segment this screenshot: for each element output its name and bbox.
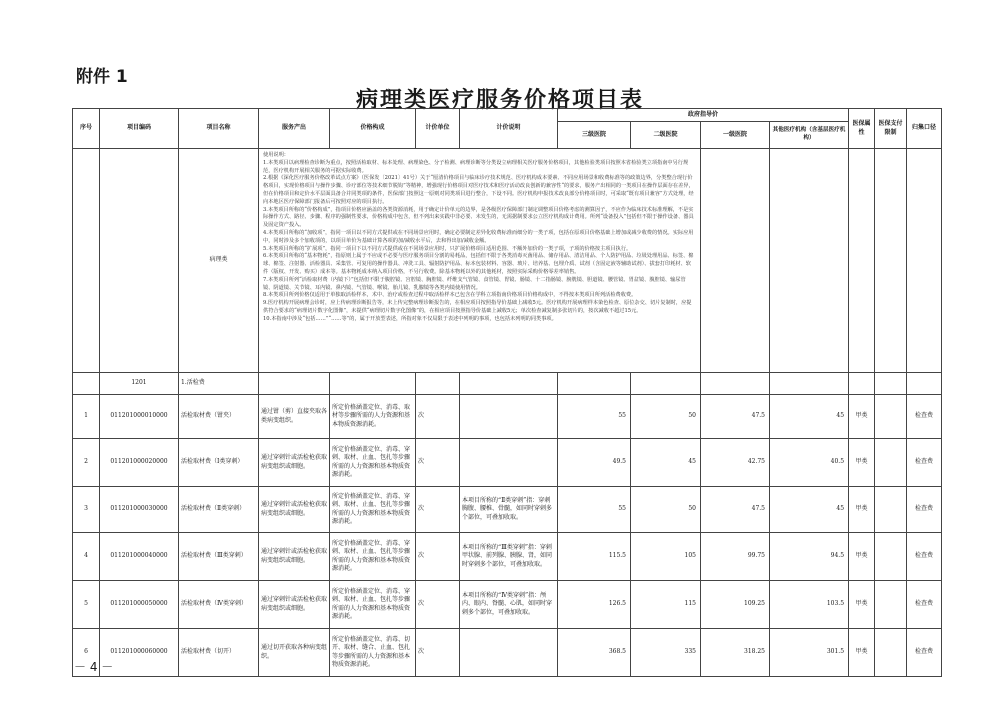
row-tier1-price: 47.5 — [701, 487, 770, 533]
row-other-price: 301.5 — [770, 629, 849, 677]
row-seq: 2 — [73, 439, 100, 487]
table-row — [73, 487, 942, 533]
row-code: 011201000050000 — [100, 581, 179, 629]
row-insurance-attr: 甲类 — [849, 533, 875, 581]
col-name: 项目名称 — [179, 109, 259, 149]
row-seq: 3 — [73, 487, 100, 533]
row-code: 011201000060000 — [100, 629, 179, 677]
row-composition: 所定价格涵盖定位、消毒、穿刺、取材、止血、包扎等步骤所需的人力资源和基本物质资源消耗。 — [330, 533, 416, 581]
table-row — [73, 581, 942, 629]
row-explanation: 本项目所称的“Ⅲ类穿刺”指：穿刺甲状腺、前列腺、胰腺、肾，如同时穿刺多个部位，可叠加收取。 — [460, 533, 558, 581]
row-other-price: 40.5 — [770, 439, 849, 487]
page-number: － 4 － — [74, 660, 114, 674]
notes-line: 3.本类项目所称的“价格构成”，指项目价格应涵盖的各类资源消耗，用于确定计价单元的边界，是各级医疗保障部门制定调整项目价格考虑的测算因子，不应作为临床技术标准理解，不是实际操作方式、路径、步骤、程序的强制性要求，价格构成中包含，但不列出来实践中非必要、未发生的，无需据制要求公立医疗机构成计费用。所列“设备投入”包括但不限于操作设备、器具及固定资产投入。 — [263, 206, 694, 229]
row-unit: 次 — [416, 629, 460, 677]
row-other-price: 103.5 — [770, 581, 849, 629]
row-name: 活检取材费（Ⅳ类穿刺） — [179, 581, 259, 629]
section-name: 1.活检费 — [179, 373, 259, 395]
table-row — [73, 629, 942, 677]
notes-line: 4.本类项目所称的“加收项”，指同一项目以不同方式提供或在不同场景应用时，确定必要制定差异化收费标准而细分的一类子项，包括在原项目价格基础上增加或减少收费的情况。实际应用中，同时涉及多个加收项的，以项目单价为基础计算各项的加/减收水平后，去和得出加/减收金额。 — [263, 229, 694, 244]
row-unit: 次 — [416, 533, 460, 581]
notes-line: 2.根据《深化医疗服务价格改革试点方案》（医保发〔2021〕41号）关于“厘清价格项目与临床诊疗技术规范、医疗机构成本要素、不同应用场景和收费标准等的政策边界，分类整合现行价格项目，实现价格项目与操作步骤、诊疗部位等技术细节脱钩”等精神，增强现行价格项目对医疗技术和医疗活动改良创新的兼容性“的要求，服务产出相同的一类项目在操作层面存在差异，但在价格项目和定价水平层面具备合并同类项的条件，医保部门按照这一原则对同类项目进行整合，下设不同。医疗机构申报技术改良部分价格项目时，可采取“既有项目兼容”方式处理，经向本地区医疗保障部门报备后可按照对应的项目执行。 — [263, 175, 694, 205]
row-category: 检查费 — [907, 439, 942, 487]
col-seq: 序号 — [73, 109, 100, 149]
col-unit: 计价单位 — [416, 109, 460, 149]
row-tier2-price: 50 — [631, 395, 701, 439]
row-tier2-price: 105 — [631, 533, 701, 581]
row-code: 011201000040000 — [100, 533, 179, 581]
row-name: 活检取材费（切开） — [179, 629, 259, 677]
col-insurance-attr: 医保属性 — [849, 109, 875, 149]
notes-line: 9.医疗机构开展病理会诊时，应上传病理诊断报告等，未上传完整病理诊断报告的，在相应项目按照指导价基础上减收5元。医疗机构开展病理样本染色检查、原位杂交、切片复制时，应提供符合要求的“病理切片数字化图像”，未提供“病理切片数字化图像”的，在相应项目按照指导价基础上减收5元；单次检查减复制多张切片的，按次减收不超过15元。 — [263, 300, 692, 314]
row-unit: 次 — [416, 395, 460, 439]
row-insurance-limit — [875, 581, 907, 629]
row-other-price: 45 — [770, 395, 849, 439]
row-tier3-price: 55 — [558, 487, 631, 533]
notes-line: 6.本类项目所称的“基本物耗”，指原则上属于不应或不必要与医疗服务项目分割的易耗品，包括但不限于各类消毒灭菌用品、储存用品、清洁用品、个人防护用品、垃圾处理用品、标签、棉球、棉签、注射器、活检器具、采集管、可复用的操作器具、冲洗工具、辐射防护用品、标本包装材料、容器、玻片、培养基、包埋介质、试剂（含固定液等辅助试剂）、拔套打印耗材、软件（版权、开发、购买）成本等。基本物耗成本纳入项目价格，不另行收费。除基本物耗以外的其他耗材，按照实际采购价格零差率销售。 — [263, 253, 694, 275]
notes-line: 7.本类项目所列“活检取材费（内镜下）”包括但不限于腹腔镜、宫腔镜、胸腔镜、纤维支气管镜、食管镜、胃镜、肠镜、十二指肠镜、膀胱镜、胆道镜、腰管镜、胃盆镜、腹腔镜、输尿管镜、阴道镜、关节镜、耳内镜、鼻内镜、气管镜、喉镜、胎儿镜、乳腺镜等各类内镜使用情况。 — [263, 276, 686, 291]
row-tier3-price: 55 — [558, 395, 631, 439]
row-tier2-price: 50 — [631, 487, 701, 533]
row-category: 检查费 — [907, 533, 942, 581]
row-insurance-attr: 甲类 — [849, 581, 875, 629]
row-tier3-price: 115.5 — [558, 533, 631, 581]
row-tier3-price: 49.5 — [558, 439, 631, 487]
row-output: 通过穿刺针或活检枪获取病变组织或细胞。 — [259, 581, 330, 629]
row-tier1-price: 99.75 — [701, 533, 770, 581]
row-name: 活检取材费（钳夹） — [179, 395, 259, 439]
notes-line: 8.本类项目所列价格仅适用于单独取活检样本，术中、治疗或检查过程中取活检样本已包含在学科立项指南价格项目价格构成中，不得按本类项目所列活检费收费。 — [263, 292, 637, 299]
attachment-label: 附件 1 — [76, 67, 128, 87]
row-tier1-price: 109.25 — [701, 581, 770, 629]
row-output: 通过穿刺针或活检枪获取病变组织或细胞。 — [259, 439, 330, 487]
row-name: 活检取材费（Ⅰ类穿刺） — [179, 439, 259, 487]
row-insurance-limit — [875, 395, 907, 439]
row-composition: 所定价格涵盖定位、消毒、取材等步骤所需的人力资源和基本物质资源消耗。 — [330, 395, 416, 439]
row-category: 检查费 — [907, 581, 942, 629]
notes-line: 1.本类项目以病理检查诊断为重点，按照活检取材、标本处理、病理染色、分子检测、病理诊断等分类设立病理相关医疗服务价格项目，其他检验类项目按照本省检验类立项指南中另行规范，医疗机构开展相关服务的可据实际收费。 — [263, 159, 689, 174]
row-insurance-limit — [875, 487, 907, 533]
usage-notes — [259, 149, 701, 373]
row-category: 检查费 — [907, 629, 942, 677]
row-composition: 所定价格涵盖定位、消毒、穿刺、取材、止血、包扎等步骤所需的人力资源和基本物质资源消耗。 — [330, 487, 416, 533]
row-code: 011201000030000 — [100, 487, 179, 533]
row-composition: 所定价格涵盖定位、消毒、切开、取材、缝合、止血、包扎等步骤所需的人力资源和基本物质资源消耗。 — [330, 629, 416, 677]
row-output: 通过穿刺针或活检枪获取病变组织或细胞。 — [259, 533, 330, 581]
col-code: 项目编码 — [100, 109, 179, 149]
row-seq: 5 — [73, 581, 100, 629]
col-tier3: 三级医院 — [558, 122, 631, 149]
col-tier1: 一级医院 — [701, 122, 770, 149]
row-name: 活检取材费（Ⅱ类穿刺） — [179, 487, 259, 533]
row-explanation: 本项目所称的“Ⅳ类穿刺”指：颅内、眼内、脊髓、心肌，如同时穿刺多个部位，可叠加收取。 — [460, 581, 558, 629]
row-tier2-price: 335 — [631, 629, 701, 677]
row-explanation — [460, 395, 558, 439]
row-seq: 4 — [73, 533, 100, 581]
row-unit: 次 — [416, 487, 460, 533]
col-composition: 价格构成 — [330, 109, 416, 149]
row-explanation — [460, 629, 558, 677]
row-explanation: 本项目所称的“Ⅱ类穿刺”指：穿刺胸腹、腰椎、骨髓，如同时穿刺多个部位，可叠加收取。 — [460, 487, 558, 533]
row-seq: 6 — [73, 629, 100, 677]
notes-line: 使用说明： — [263, 152, 289, 158]
row-insurance-attr: 甲类 — [849, 487, 875, 533]
price-table — [72, 108, 942, 677]
row-insurance-attr: 甲类 — [849, 439, 875, 487]
row-code: 011201000020000 — [100, 439, 179, 487]
row-name: 活检取材费（Ⅲ类穿刺） — [179, 533, 259, 581]
row-tier3-price: 126.5 — [558, 581, 631, 629]
table-row — [73, 533, 942, 581]
row-tier3-price: 368.5 — [558, 629, 631, 677]
row-tier1-price: 318.25 — [701, 629, 770, 677]
row-insurance-attr: 甲类 — [849, 629, 875, 677]
row-output: 通过钳（剪）直接夹取各类病变组织。 — [259, 395, 330, 439]
row-composition: 所定价格涵盖定位、消毒、穿刺、取材、止血、包扎等步骤所需的人力资源和基本物质资源消耗。 — [330, 439, 416, 487]
row-tier1-price: 47.5 — [701, 395, 770, 439]
row-output: 通过穿刺针或活检枪获取病变组织或细胞。 — [259, 487, 330, 533]
row-output: 通过切开获取各种病变组织。 — [259, 629, 330, 677]
col-guide-price: 政府指导价 — [558, 109, 849, 122]
row-insurance-attr: 甲类 — [849, 395, 875, 439]
row-seq: 1 — [73, 395, 100, 439]
row-other-price: 45 — [770, 487, 849, 533]
row-tier2-price: 45 — [631, 439, 701, 487]
notes-line: 5.本类项目所称的“扩展项”，指同一项目下以不同方式提供或在不同场景应用时，只扩展价格项目适用范围、不额外加价的一类子项，子项的价格按主项目执行。 — [263, 245, 632, 252]
row-unit: 次 — [416, 581, 460, 629]
notes-line: 10.本指南中涉及“包括……”“……等”的，属于开放型表述，所指对象不仅局限于表述中列明的事项，也包括未列明的同类事项。 — [263, 315, 557, 322]
section-code: 1201 — [100, 373, 179, 395]
table-row — [73, 439, 942, 487]
col-other: 其他医疗机构（含基层医疗机构） — [770, 122, 849, 149]
page-title: 病理类医疗服务价格项目表 — [355, 87, 644, 113]
row-insurance-limit — [875, 439, 907, 487]
row-insurance-limit — [875, 533, 907, 581]
row-code: 011201000010000 — [100, 395, 179, 439]
row-category: 检查费 — [907, 395, 942, 439]
row-insurance-limit — [875, 629, 907, 677]
col-output: 服务产出 — [259, 109, 330, 149]
row-explanation — [460, 439, 558, 487]
category-name: 病理类 — [179, 149, 259, 373]
row-category: 检查费 — [907, 487, 942, 533]
row-other-price: 94.5 — [770, 533, 849, 581]
col-insurance-limit: 医保支付限制 — [875, 109, 907, 149]
col-explanation: 计价说明 — [460, 109, 558, 149]
table-row — [73, 395, 942, 439]
col-tier2: 二级医院 — [631, 122, 701, 149]
col-category: 归集口径 — [907, 109, 942, 149]
row-tier2-price: 115 — [631, 581, 701, 629]
row-tier1-price: 42.75 — [701, 439, 770, 487]
row-unit: 次 — [416, 439, 460, 487]
row-composition: 所定价格涵盖定位、消毒、穿刺、取材、止血、包扎等步骤所需的人力资源和基本物质资源消耗。 — [330, 581, 416, 629]
